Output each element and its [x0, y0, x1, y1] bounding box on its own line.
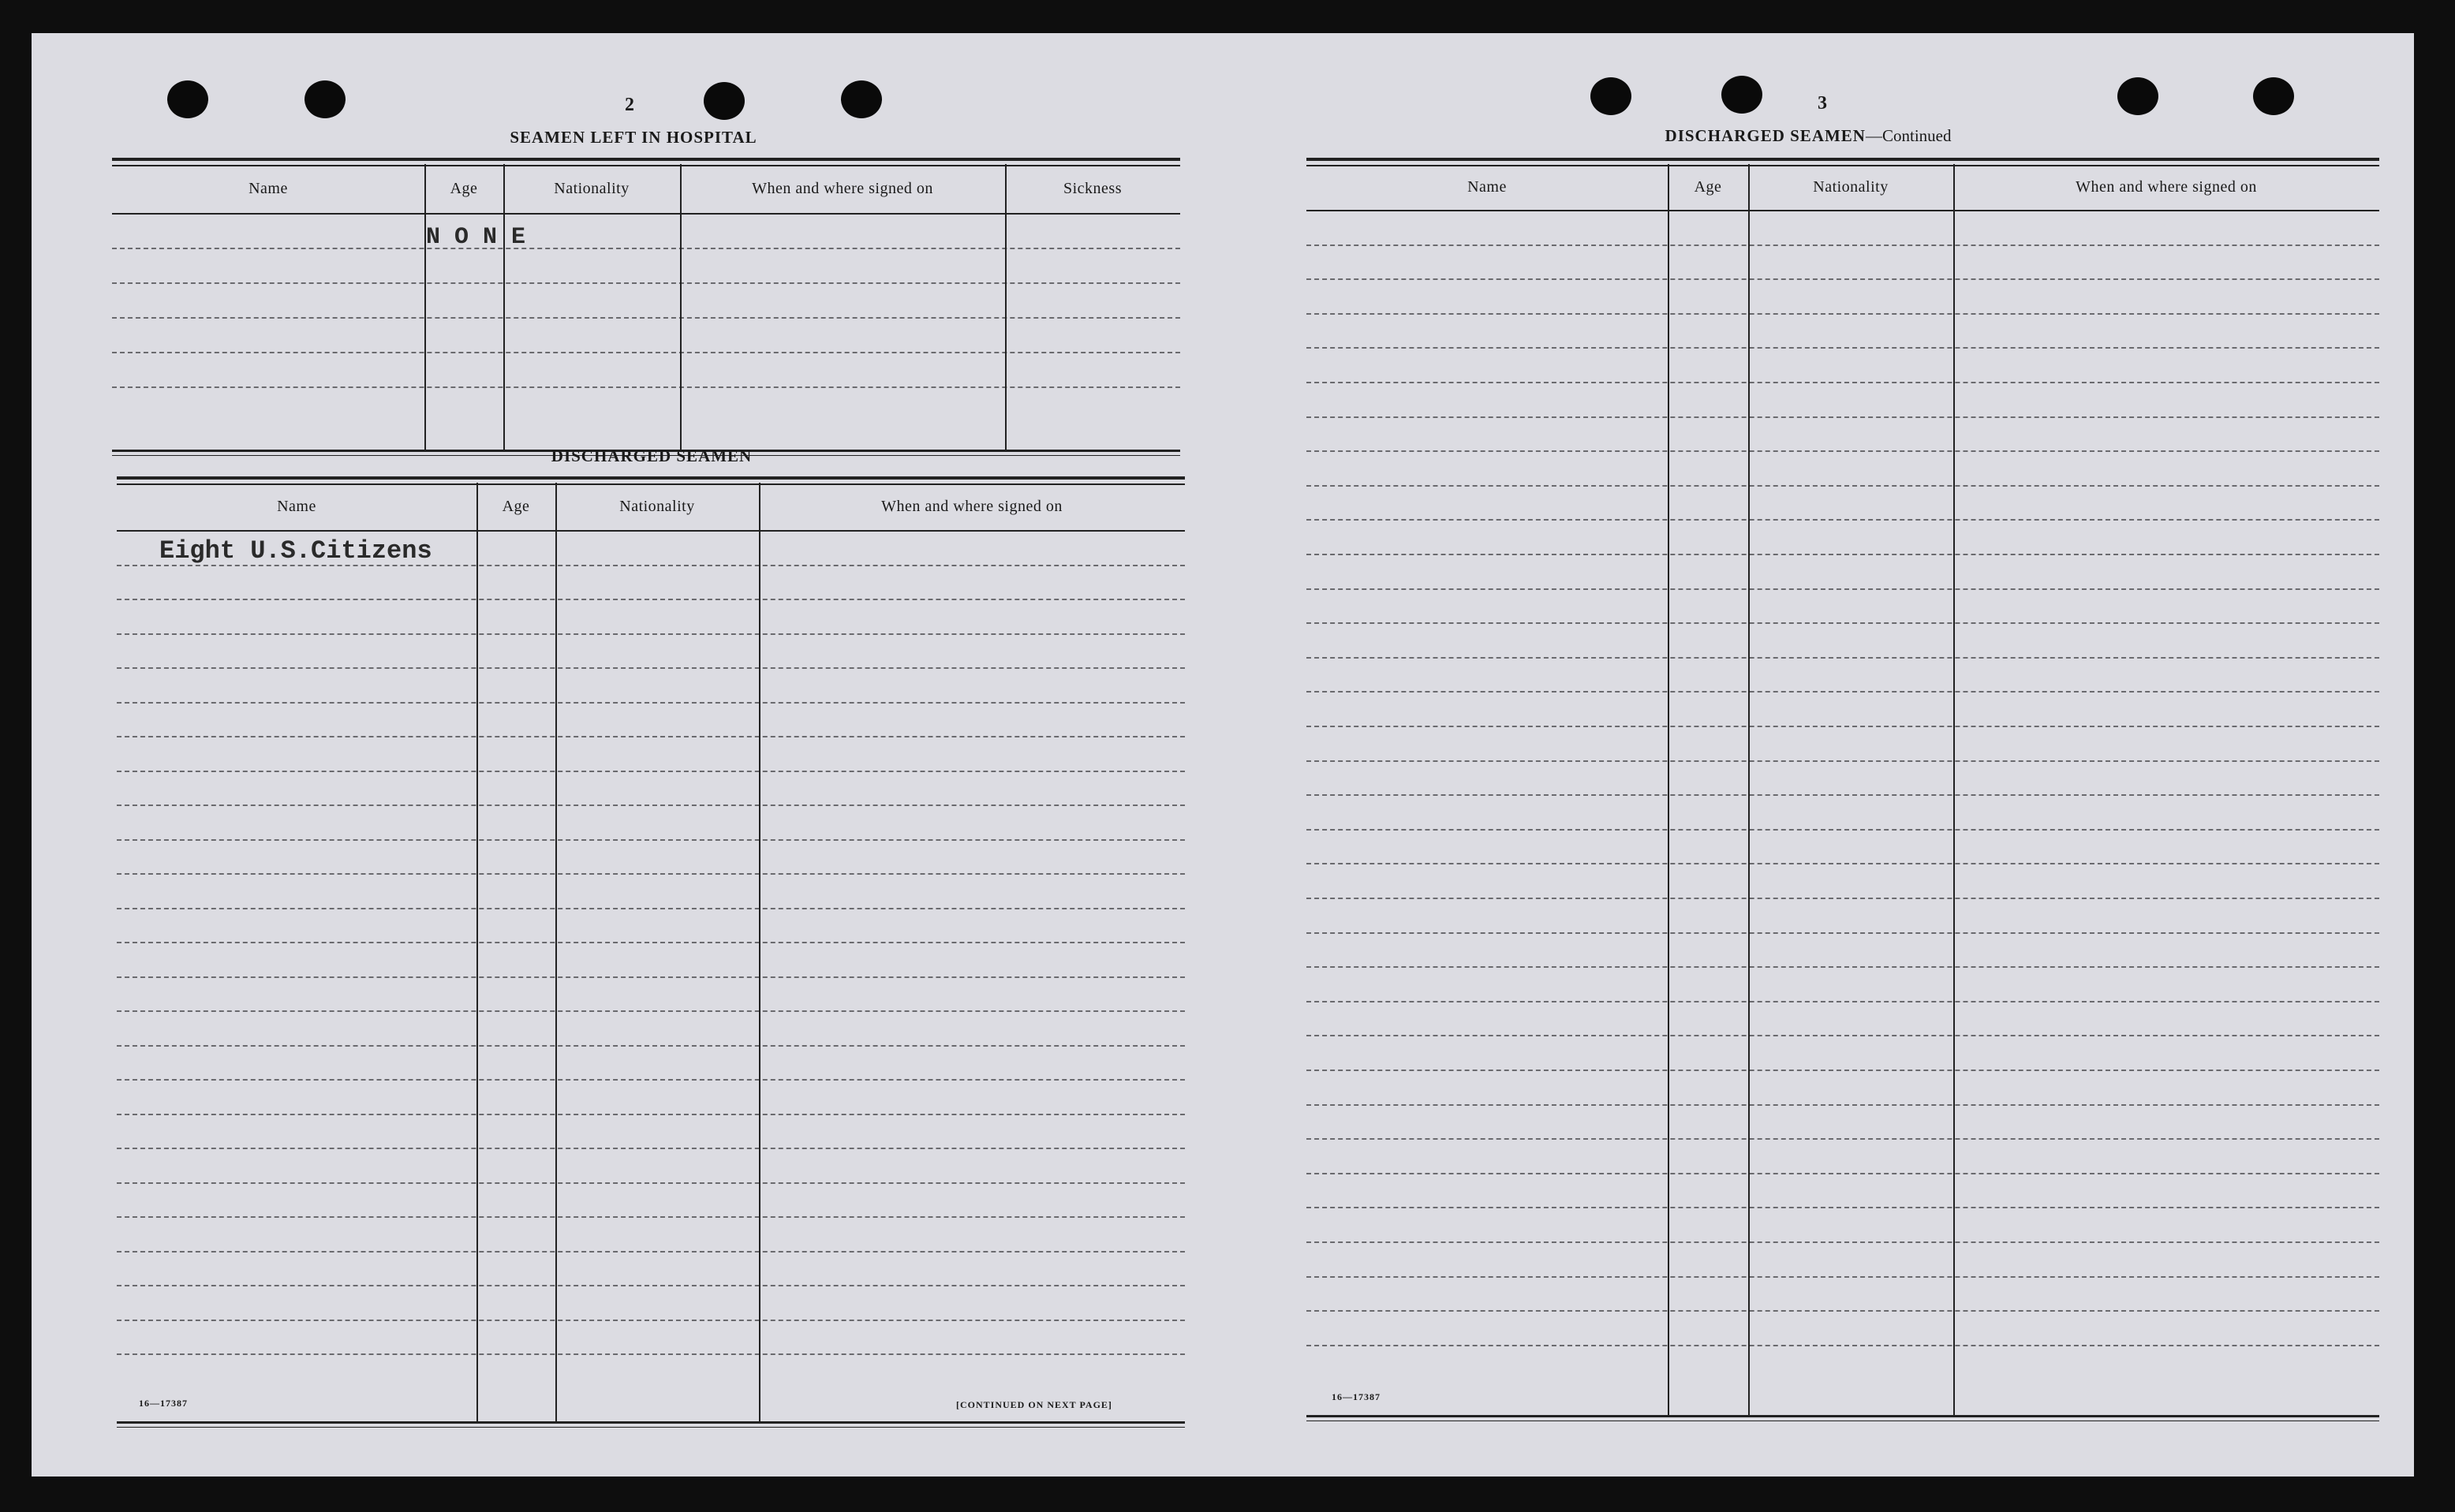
column-header-signed-on: When and where signed on [752, 179, 933, 197]
punch-hole [2253, 77, 2294, 115]
row-rule [112, 282, 1180, 284]
row-rule [1306, 245, 2379, 246]
row-rule [1306, 1345, 2379, 1346]
column-divider [1005, 164, 1007, 450]
row-rule [117, 942, 1185, 943]
typed-entry-eight-citizens: Eight U.S.Citizens [159, 536, 432, 566]
punch-hole [1590, 77, 1631, 115]
row-rule [117, 599, 1185, 600]
row-rule [117, 976, 1185, 978]
column-divider [1748, 164, 1750, 1415]
row-rule [1306, 519, 2379, 521]
row-rule [1306, 1035, 2379, 1036]
row-rule [1306, 416, 2379, 418]
column-header-name: Name [277, 497, 316, 515]
table-header-row [1306, 164, 2379, 211]
column-header-sickness: Sickness [1063, 179, 1122, 197]
column-divider [424, 164, 426, 450]
row-rule [117, 771, 1185, 772]
row-rule [117, 1182, 1185, 1184]
column-header-nationality: Nationality [619, 497, 695, 515]
column-divider [1953, 164, 1955, 1415]
punch-hole [2117, 77, 2158, 115]
row-rule [112, 386, 1180, 388]
table-header-row [117, 483, 1185, 532]
row-rule [1306, 1310, 2379, 1312]
column-header-age: Age [502, 497, 530, 515]
discharged-continued-title [1665, 126, 1952, 146]
page-number-right: 3 [1818, 93, 1827, 114]
discharged-table [117, 476, 1185, 1429]
row-rule [1306, 691, 2379, 693]
row-rule [1306, 1104, 2379, 1106]
row-rule [1306, 829, 2379, 831]
row-rule [1306, 382, 2379, 383]
column-header-age: Age [1694, 177, 1722, 196]
column-header-signed-on: When and where signed on [881, 497, 1063, 515]
row-rule [1306, 726, 2379, 727]
row-rule [117, 702, 1185, 704]
row-rule [117, 805, 1185, 806]
row-rule [1306, 622, 2379, 624]
column-header-age: Age [450, 179, 478, 197]
row-rule [1306, 588, 2379, 590]
row-rule [1306, 1207, 2379, 1208]
row-rule [112, 352, 1180, 353]
column-divider [680, 164, 682, 450]
title-suffix: —Continued [1865, 126, 1952, 145]
row-rule [117, 1148, 1185, 1149]
row-rule [1306, 485, 2379, 487]
row-rule [1306, 1070, 2379, 1071]
column-divider [476, 483, 478, 1421]
table-header-row [112, 164, 1180, 215]
form-number-left: 16—17387 [139, 1398, 188, 1409]
punch-hole [1721, 76, 1762, 114]
column-header-name: Name [1467, 177, 1507, 196]
row-rule [1306, 1001, 2379, 1002]
punch-hole [841, 80, 882, 118]
column-divider [503, 164, 505, 450]
punch-hole [305, 80, 346, 118]
punch-hole [167, 80, 208, 118]
row-rule [112, 317, 1180, 319]
hospital-section-title: SEAMEN LEFT IN HOSPITAL [510, 128, 757, 147]
table-bottom-rule [117, 1421, 1185, 1428]
typed-entry-none: N O N E [426, 224, 526, 251]
row-rule [117, 1216, 1185, 1218]
row-rule [117, 873, 1185, 875]
row-rule [117, 1079, 1185, 1081]
row-rule [1306, 760, 2379, 762]
column-header-name: Name [248, 179, 288, 197]
row-rule [117, 839, 1185, 841]
row-rule [1306, 932, 2379, 934]
row-rule [1306, 450, 2379, 452]
discharged-section-title: DISCHARGED SEAMEN [551, 446, 753, 465]
row-rule [1306, 554, 2379, 555]
row-rule [1306, 347, 2379, 349]
hospital-table [112, 158, 1180, 424]
form-number-right: 16—17387 [1332, 1391, 1381, 1402]
discharged-continued-table [1306, 158, 2379, 1420]
row-rule [117, 1353, 1185, 1355]
row-rule [1306, 1276, 2379, 1278]
row-rule [1306, 1173, 2379, 1174]
row-rule [1306, 1138, 2379, 1140]
column-header-nationality: Nationality [554, 179, 630, 197]
row-rule [117, 667, 1185, 669]
document-sheet [32, 33, 2414, 1477]
row-rule [1306, 278, 2379, 280]
row-rule [117, 1045, 1185, 1047]
row-rule [1306, 966, 2379, 968]
row-rule [117, 1114, 1185, 1115]
page-number-left: 2 [625, 95, 634, 115]
row-rule [117, 1251, 1185, 1253]
column-header-signed-on: When and where signed on [2076, 177, 2257, 196]
title-main: DISCHARGED SEAMEN [1665, 126, 1866, 145]
row-rule [1306, 1241, 2379, 1243]
continued-note: [CONTINUED ON NEXT PAGE] [956, 1399, 1112, 1410]
row-rule [117, 908, 1185, 909]
row-rule [117, 633, 1185, 635]
row-rule [117, 1285, 1185, 1286]
column-header-nationality: Nationality [1813, 177, 1889, 196]
row-rule [1306, 313, 2379, 315]
row-rule [1306, 898, 2379, 899]
column-divider [555, 483, 557, 1421]
row-rule [117, 736, 1185, 737]
row-rule [1306, 863, 2379, 864]
column-divider [1668, 164, 1669, 1415]
row-rule [112, 248, 1180, 249]
row-rule [1306, 657, 2379, 659]
table-bottom-rule [1306, 1415, 2379, 1421]
column-divider [759, 483, 760, 1421]
row-rule [117, 1010, 1185, 1012]
punch-hole [704, 82, 745, 120]
row-rule [117, 1320, 1185, 1321]
row-rule [1306, 794, 2379, 796]
